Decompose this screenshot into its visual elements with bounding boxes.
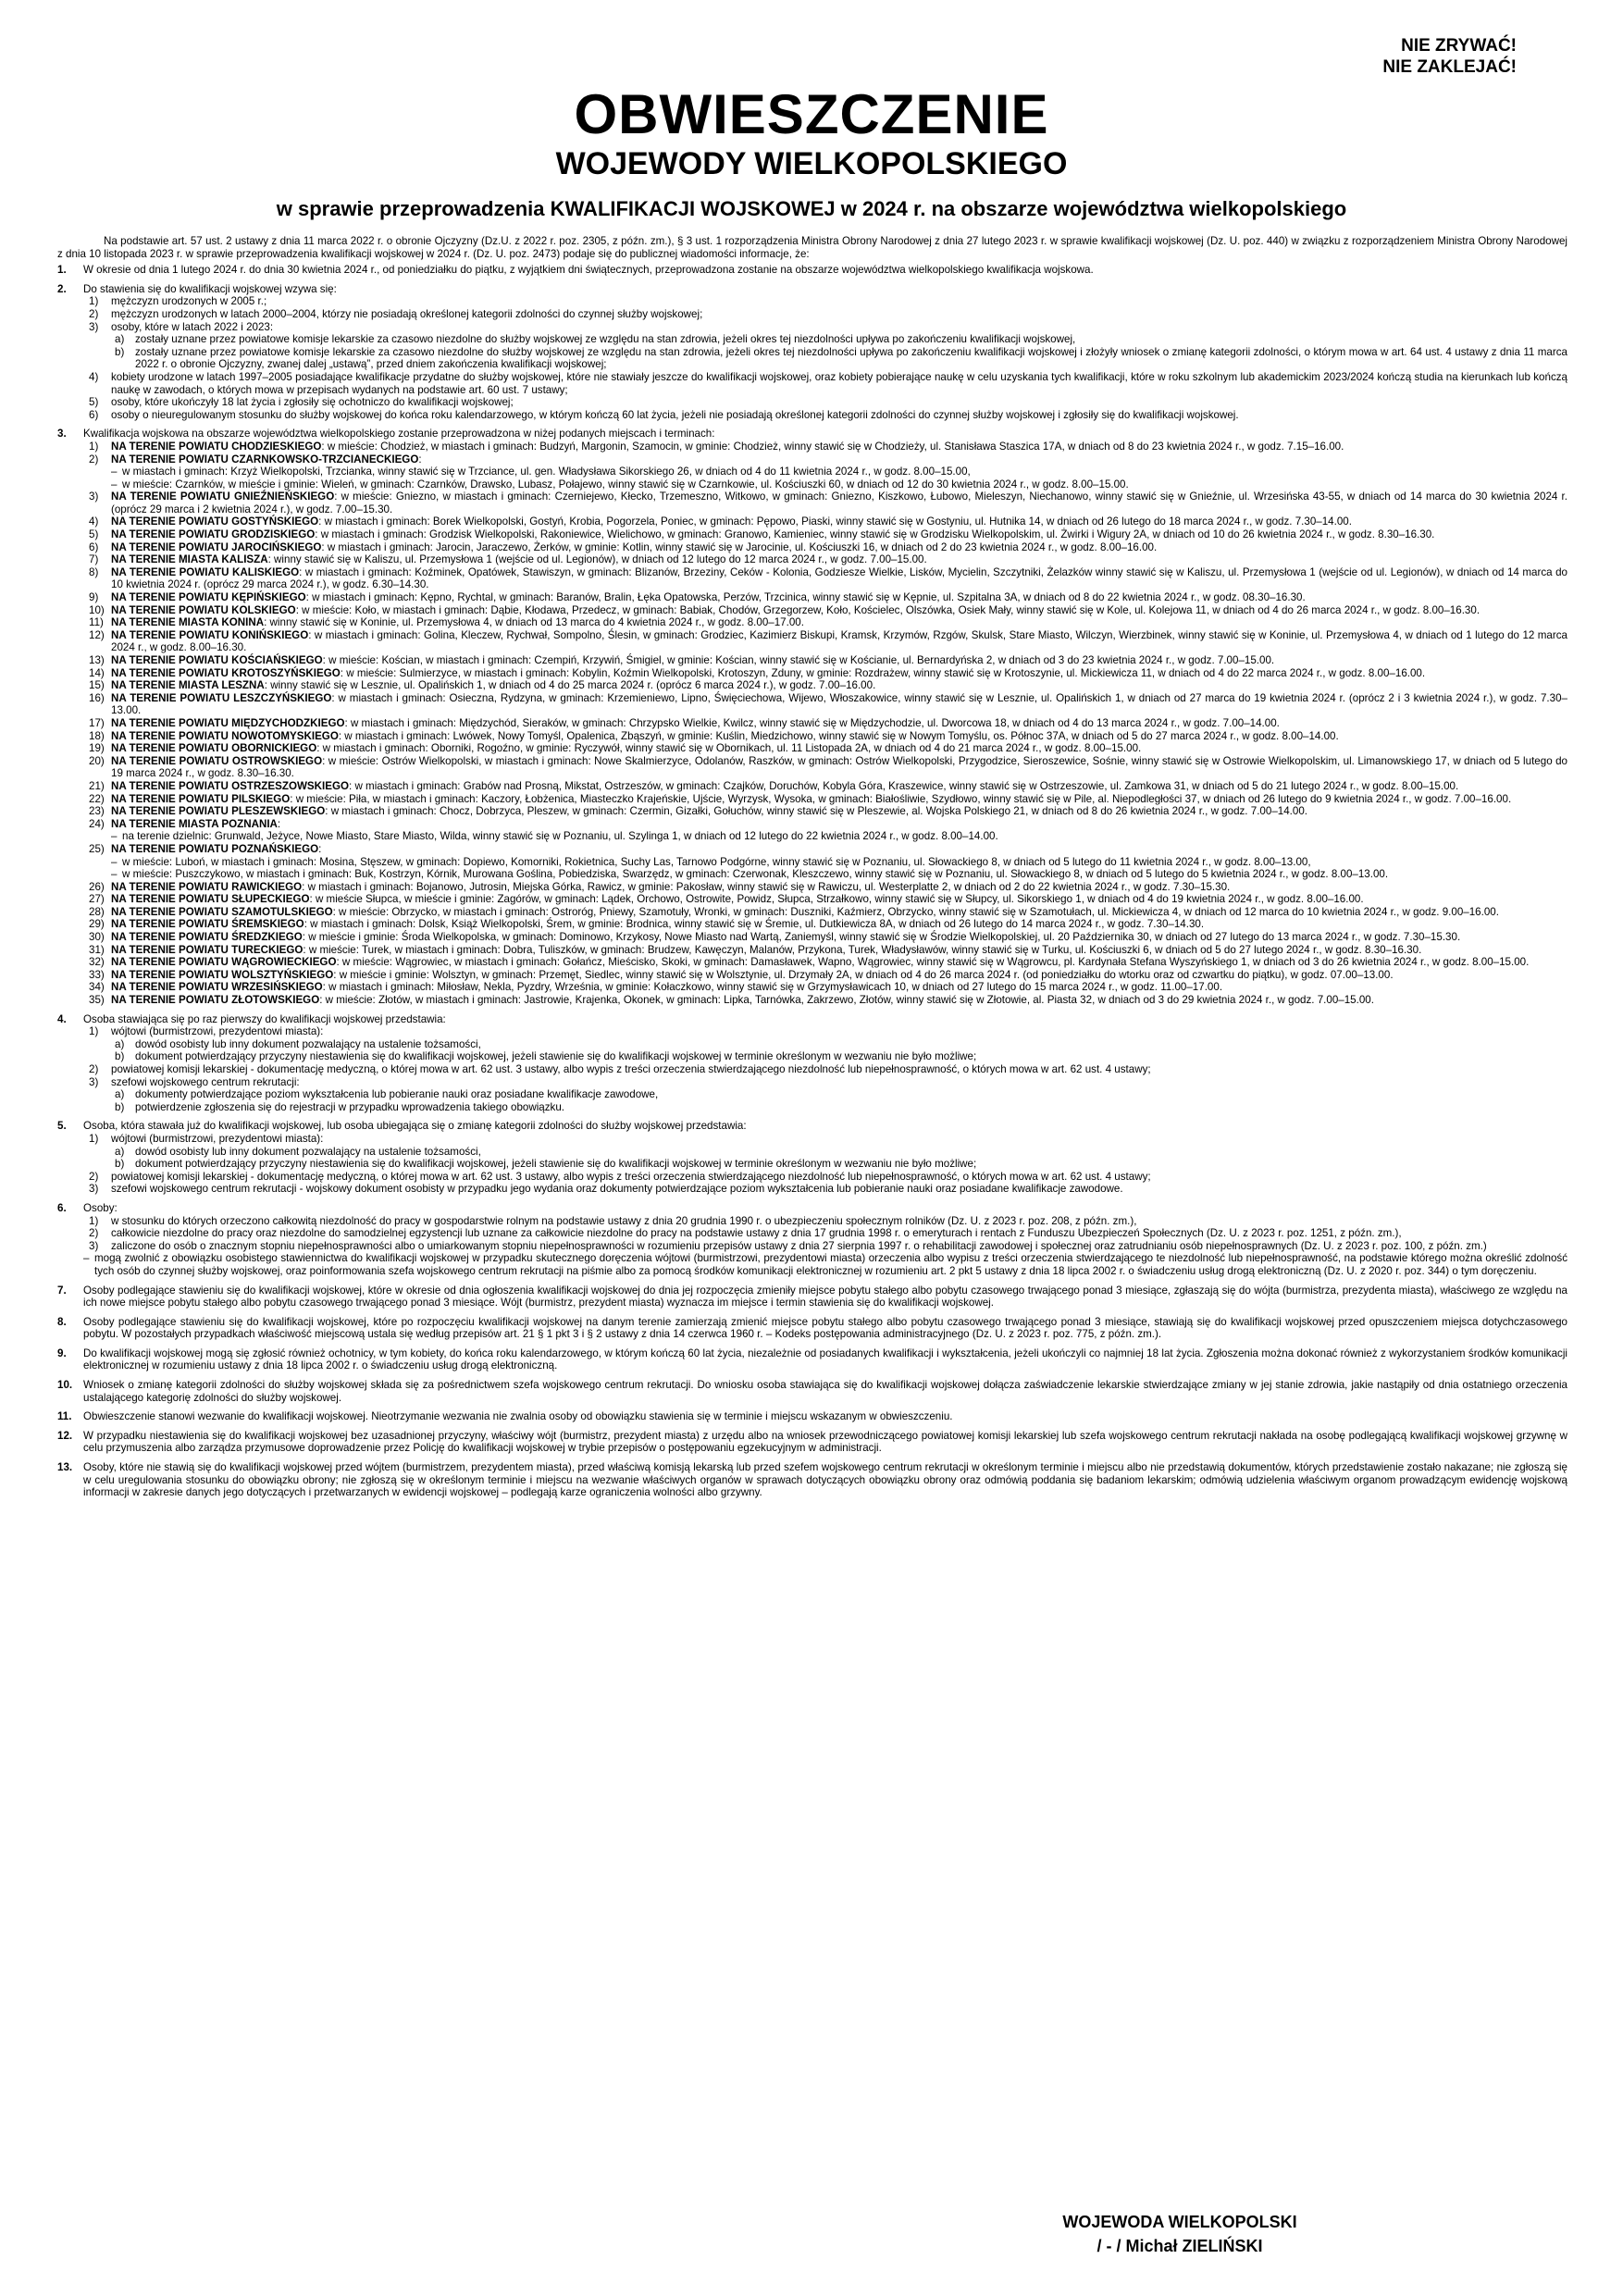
county-schedule: : w mieście i gminie: Wolsztyn, w gminach: Przemęt, Siedlec, winny stawić się w Wolsztynie, ul. Drzymały 2A, w dniach od 4 do 26 marca 2024 r. (od poniedziałku do wtorku oraz od czwartku do piątku), w godz. 07.00–13.00. bbox=[333, 968, 1394, 981]
county-item: 31) NA TERENIE POWIATU TURECKIEGO: w mieście: Turek, w miastach i gminach: Dobra, Tuliszków, w gminach: Brudzew, Kawęczyn, Malanów, Przykona, Turek, Władysławów, winny stawić się w Turku, ul. Kościuszki 6, w dniach od 5 do 27 lutego 2024 r., w godz. 8.30–16.30. bbox=[89, 943, 1422, 956]
paragraph-text: Osoba stawiająca się po raz pierwszy do kwalifikacji wojskowej przedstawia: bbox=[83, 1012, 446, 1025]
county-item: 10) NA TERENIE POWIATU KOLSKIEGO: w mieście: Koło, w miastach i gminach: Dąbie, Kłodawa, Przedecz, w gminach: Babiak, Chodów, Grzegorzew, Koło, Kościelec, Olszówka, Osiek Mały, winny stawić się w Kole, ul. Kolejowa 11, w dniach od 4 do 26 marca 2024 r., w godz. 8.00–16.30. bbox=[89, 603, 1481, 616]
paragraph-11: 11. Obwieszczenie stanowi wezwanie do kwalifikacji wojskowej. Nieotrzymanie wezwania nie zwalnia osoby od obowiązku stawienia się w terminie i miejscu wskazanym w obwieszczeniu. bbox=[57, 1410, 953, 1423]
county-sub-location: – w miastach i gminach: Krzyż Wielkopolski, Trzcianka, winny stawić się w Trzciance, ul. gen. Władysława Sikorskiego 26, w dniach od 4 do 11 kwietnia 2024 r., w godz. 8.00–15.00, bbox=[111, 465, 971, 478]
list-item: 1) w stosunku do których orzeczono całkowitą niezdolność do pracy w gospodarstwie rolnym na podstawie ustawy z dnia 20 grudnia 1990 r. o ubezpieczeniu społecznym rolników (Dz. U. z 2023 r. poz. 208, z późn. zm.), bbox=[89, 1214, 1137, 1227]
county-sub-location: – w mieście: Luboń, w miastach i gminach: Mosina, Stęszew, w gminach: Dopiewo, Komorniki, Rokietnica, Suchy Las, Tarnowo Podgórne, winny stawić się w Poznaniu, ul. Słowackiego 8, w dniach od 5 lutego do 11 kwietnia 2024 r., w godz. 8.00–13.00, bbox=[111, 855, 1311, 868]
paragraph-13: 13. Osoby, które nie stawią się do kwalifikacji wojskowej przed wójtem (burmistrzem, prezydentem miasta), przed właściwą komisją lekarską lub przed szefem wojskowego centrum rekrutacji w określonym terminie i miejscu albo nie przedstawią dokumentów, których przedstawienie zostało nakazane; nie zgłoszą się w celu uregulowania stosunku do obowiązku obrony; nie zgłoszą się w określonym terminie i miejscu na wezwanie właściwych organów w sprawach dotyczących obowiązku obrony oraz odmówią poddania się badaniom lekarskim; odmówią udzielenia właściwym organom prowadzącym ewidencję wojskową informacji w zakresie danych jego dotyczących i przetwarzanych w ewidencji wojskowej – podlegają karze ograniczenia wolności albo grzywny. bbox=[57, 1461, 1567, 1499]
county-name: NA TERENIE POWIATU CHODZIESKIEGO bbox=[111, 440, 322, 453]
county-item: 7) NA TERENIE MIASTA KALISZA: winny stawić się w Kaliszu, ul. Przemysłowa 1 (wejście od ul. Legionów), w dniach od 12 lutego do 12 marca 2024 r., w godz. 7.00–15.00. bbox=[89, 553, 927, 566]
notice-line-2: NIE ZAKLEJAĆ! bbox=[1382, 57, 1517, 77]
paragraph-9: 9. Do kwalifikacji wojskowej mogą się zgłosić również ochotnicy, w tym kobiety, do końca roku kalendarzowego, w którym kończą 60 lat życia, niezależnie od posiadanych kwalifikacji i wykształcenia, jeżeli ukończyli co najmniej 18 lat życia. Zgłoszenia można dokonać również z wykorzystaniem środków komunikacji elektronicznej w rozumieniu ustawy z dnia 18 lipca 2002 r. o świadczeniu usług drogą elektroniczną. bbox=[57, 1347, 1567, 1372]
list-subitem: a) dokumenty potwierdzające poziom wykształcenia lub pobieranie nauki oraz posiadane kwalifikacje zawodowe, bbox=[115, 1088, 659, 1101]
list-subitem: b) potwierdzenie zgłoszenia się do rejestracji w przypadku wprowadzenia takiego obowiązku. bbox=[115, 1100, 564, 1113]
county-name: NA TERENIE POWIATU NOWOTOMYSKIEGO bbox=[111, 729, 339, 742]
county-schedule: : w miastach i gminach: Golina, Kleczew, Rychwał, Sompolno, Ślesin, w gminach: Grodziec, Kazimierz Biskupi, Kramsk, Krzymów, Rzgów, Skulsk, Stare Miasto, Wilczyn, Wierzbinek, winny stawić się w Koninie, ul. Przemysłowa 4, w dniach od 1 lutego do 12 marca 2024 r., w godz. 8.00–16.30. bbox=[111, 628, 1567, 654]
county-name: NA TERENIE POWIATU GRODZISKIEGO bbox=[111, 528, 316, 541]
county-schedule: : w miastach i gminach: Lwówek, Nowy Tomyśl, Opalenica, Zbąszyń, w gminie: Kuślin, Miedzichowo, winny stawić się w Nowym Tomyślu, os. Północ 37A, w dniach od 5 do 27 marca 2024 r., w godz. 8.00–14.00. bbox=[338, 729, 1339, 742]
county-name: NA TERENIE POWIATU CZARNKOWSKO-TRZCIANECKIEGO bbox=[111, 453, 419, 465]
county-name: NA TERENIE POWIATU MIĘDZYCHODZKIEGO bbox=[111, 716, 345, 729]
county-schedule: : w mieście Słupca, w mieście i gminie: Zagórów, w gminach: Lądek, Orchowo, Ostrowite, Powidz, Słupca, Strzałkowo, winny stawić się w Słupcy, ul. Sikorskiego 1, w dniach od 4 do 19 kwietnia 2024 r., w godz. 8.00–16.00. bbox=[309, 893, 1364, 906]
county-schedule: : w miastach i gminach: Grodzisk Wielkopolski, Rakoniewice, Wielichowo, w gminach: Granowo, Kamieniec, winny stawić się w Grodzisku Wielkopolskim, ul. Żwirki i Wigury 2A, w dniach od 10 do 26 kwietnia 2024 r., w godz. 8.30–16.30. bbox=[315, 528, 1435, 541]
county-item: 32) NA TERENIE POWIATU WĄGROWIECKIEGO: w mieście: Wągrowiec, w miastach i gminach: Gołańcz, Mieścisko, Skoki, w gminach: Damasławek, Wapno, Wągrowiec, winny stawić się w Wągrowcu, pl. Kardynała Stefana Wyszyńskiego 1, w dniach od 3 do 26 kwietnia 2024 r., w godz. 8.00–15.00. bbox=[89, 956, 1530, 969]
list-item: 3) zaliczone do osób o znacznym stopniu niepełnosprawności albo o umiarkowanym stopniu niepełnosprawności w rozumieniu przepisów ustawy z dnia 27 sierpnia 1997 r. o rehabilitacji zawodowej i społecznej oraz zatrudnianiu osób niepełnosprawnych (Dz. U. z 2023 r. poz. 100, z późn. zm.) bbox=[89, 1239, 1487, 1252]
county-schedule: : bbox=[418, 453, 422, 465]
paragraph-8: 8. Osoby podlegające stawieniu się do kwalifikacji wojskowej, które po rozpoczęciu kwalifikacji wojskowej na danym terenie zamierzają zmienić miejsce pobytu stałego albo pobytu czasowego trwającego ponad 3 miesiące, stawiają się do kwalifikacji wojskowej przed opuszczeniem miejsca dotychczasowego pobytu. W pozostałych przypadkach właściwość miejscową ustala się według przepisów art. 21 § 1 pkt 3 i § 2 ustawy z dnia 14 czerwca 1960 r. – Kodeks postępowania administracyjnego (Dz. U. z 2023 r. poz. 775, z późn. zm.). bbox=[57, 1315, 1567, 1341]
county-name: NA TERENIE POWIATU GNIEŹNIEŃSKIEGO bbox=[111, 490, 335, 503]
county-name: NA TERENIE MIASTA KONINA bbox=[111, 616, 265, 629]
county-item: 25) NA TERENIE POWIATU POZNAŃSKIEGO: bbox=[89, 842, 322, 855]
county-name: NA TERENIE POWIATU JAROCIŃSKIEGO bbox=[111, 540, 322, 553]
list-item: 3) szefowi wojskowego centrum rekrutacji: bbox=[89, 1075, 300, 1088]
county-schedule: : winny stawić się w Lesznie, ul. Opalińskich 1, w dniach od 4 do 25 marca 2024 r. (oprócz 6 marca 2024 r.), w godz. 7.00–16.00. bbox=[264, 679, 876, 692]
county-schedule: : w mieście: Złotów, w miastach i gminach: Jastrowie, Krajenka, Okonek, w gminach: Lipka, Tarnówka, Zakrzewo, Złotów, winny stawić się w Złotowie, al. Piasta 32, w dniach od 3 do 29 kwietnia 2024 r., w godz. 7.00–15.00. bbox=[319, 994, 1374, 1007]
county-schedule: : w mieście: Obrzycko, w miastach i gminach: Ostroróg, Pniewy, Szamotuły, Wronki, w gminach: Duszniki, Kaźmierz, Obrzycko, winny stawić się w Szamotułach, ul. Mickiewicza 4, w dniach od 12 marca do 10 kwietnia 2024 r., w godz. 9.00–16.00. bbox=[332, 905, 1499, 918]
county-name: NA TERENIE POWIATU KROTOSZYŃSKIEGO bbox=[111, 666, 341, 679]
county-schedule: : w mieście: Koło, w miastach i gminach: Dąbie, Kłodawa, Przedecz, w gminach: Babiak, Chodów, Grzegorzew, Koło, Kościelec, Olszówka, Osiek Mały, winny stawić się w Kole, ul. Kolejowa 11, w dniach od 4 do 26 marca 2024 r., w godz. 8.00–16.30. bbox=[295, 603, 1481, 616]
legal-basis-intro: Na podstawie art. 57 ust. 2 ustawy z dnia 11 marca 2022 r. o obronie Ojczyzny (Dz.U. z 2022 r. poz. 2305, z późn. zm.), § 3 ust. 1 rozporządzenia Ministra Obrony Narodowej z dnia 27 lutego 2023 r. w sprawie kwalifikacji wojskowej (Dz. U. poz. 440) w związku z rozporządzeniem Ministra Obrony Narodowej z dnia 10 listopada 2023 r. w sprawie przeprowadzenia kwalifikacji wojskowej w 2024 r. (Dz. U. poz. 2473) podaje się do publicznej wiadomości informacje, że: bbox=[57, 235, 1567, 260]
list-item: 3) szefowi wojskowego centrum rekrutacji - wojskowy dokument osobisty w przypadku jego wydania oraz dokumenty potwierdzające poziom wykształcenia lub pobieranie nauki oraz posiadane kwalifikacje zawodowe. bbox=[89, 1183, 1123, 1196]
county-item: 29) NA TERENIE POWIATU ŚREMSKIEGO: w miastach i gminach: Dolsk, Książ Wielkopolski, Śrem, w gminie: Brodnica, winny stawić się w Śremie, ul. Dutkiewicza 8A, w dniach od 26 lutego do 14 marca 2024 r., w godz. 7.30–14.30. bbox=[89, 918, 1205, 931]
county-schedule: : w mieście i gminie: Środa Wielkopolska, w gminach: Dominowo, Krzykosy, Nowe Miasto nad Wartą, Zaniemyśl, winny stawić się w Środzie Wielkopolskiej, ul. 20 Października 30, w dniach od 27 lutego do 13 marca 2024 r., w godz. 7.30–15.30. bbox=[302, 931, 1461, 944]
county-item: 20) NA TERENIE POWIATU OSTROWSKIEGO: w mieście: Ostrów Wielkopolski, w miastach i gminach: Nowe Skalmierzyce, Odolanów, Raszków, w gminach: Ostrów Wielkopolski, Przygodzice, Sieroszewice, Sośnie, winny stawić się w Ostrowie Wielkopolskim, ul. Limanowskiego 17, w dniach od 5 lutego do 19 marca 2024 r., w godz. 8.30–16.30. bbox=[89, 754, 1568, 780]
document-topic: w sprawie przeprowadzenia KWALIFIKACJI WOJSKOWEJ w 2024 r. na obszarze województwa wielkopolskiego bbox=[276, 197, 1347, 220]
signatory-title: WOJEWODA WIELKOPOLSKI bbox=[1062, 2213, 1297, 2231]
county-name: NA TERENIE POWIATU OSTROWSKIEGO bbox=[111, 754, 323, 767]
paragraph-text: Wniosek o zmianę kategorii zdolności do służby wojskowej składa się za pośrednictwem szefa wojskowego centrum rekrutacji. Do wniosku osoba stawiająca się do kwalifikacji wojskowej dołącza zaświadczenie lekarskie stwierdzające zmiany w jej stanie zdrowia, jakie nastąpiły od dnia ostatniego orzeczenia ustalającego kategorię zdolności do służby wojskowej. bbox=[83, 1379, 1567, 1404]
county-name: NA TERENIE POWIATU KONIŃSKIEGO bbox=[111, 628, 309, 641]
county-schedule: : w miastach i gminach: Międzychód, Sieraków, w gminach: Chrzypsko Wielkie, Kwilcz, winny stawić się w Międzychodzie, ul. Dworcowa 18, w dniach od 4 do 13 marca 2024 r., w godz. 7.00–14.00. bbox=[344, 716, 1280, 729]
list-subitem: b) dokument potwierdzający przyczyny niestawienia się do kwalifikacji wojskowej, jeżeli stawienie się do kwalifikacji wojskowej w terminie określonym w wezwaniu nie było możliwe; bbox=[115, 1050, 977, 1063]
county-name: NA TERENIE MIASTA LESZNA bbox=[111, 679, 265, 692]
county-name: NA TERENIE POWIATU WOLSZTYŃSKIEGO bbox=[111, 968, 334, 981]
paragraph-text: Do kwalifikacji wojskowej mogą się zgłosić również ochotnicy, w tym kobiety, do końca roku kalendarzowego, w którym kończą 60 lat życia, niezależnie od posiadanych kwalifikacji i wykształcenia, jeżeli ukończyli co najmniej 18 lat życia. Zgłoszenia można dokonać również z wykorzystaniem środków komunikacji elektronicznej w rozumieniu ustawy z dnia 18 lipca 2002 r. o świadczeniu usług drogą elektroniczną. bbox=[83, 1347, 1567, 1372]
county-item: 3) NA TERENIE POWIATU GNIEŹNIEŃSKIEGO: w mieście: Gniezno, w miastach i gminach: Czerniejewo, Kłecko, Trzemeszno, Witkowo, w gminach: Gniezno, Kiszkowo, Łubowo, Mieleszyn, Niechanowo, winny stawić się w Gnieźnie, ul. Wrzesińska 43-55, w dniach od 14 marca do 30 kwietnia 2024 r. (oprócz 29 marca i 2 kwietnia 2024 r.), w godz. 7.00–15.30. bbox=[89, 490, 1568, 515]
dash-item: – mogą zwolnić z obowiązku osobistego stawiennictwa do kwalifikacji wojskowej w przypadku skutecznego doręczenia wójtowi (burmistrzowi, prezydentowi miasta) orzeczenia albo wypisu z treści orzeczenia stwierdzającego te niezdolność lub niepełnosprawność, na podstawie którego można określić zdolność tych osób do czynnej służby wojskowej, oraz poinformowania szefa wojskowego centrum rekrutacji na piśmie albo za pomocą środków komunikacji elektronicznej w rozumieniu art. 2 pkt 5 ustawy z dnia 18 lipca 2002 r. o świadczeniu usług drogą elektroniczną (Dz. U. z 2020 r. poz. 344) o tym doręczeniu. bbox=[83, 1252, 1567, 1277]
county-schedule: : w miastach i gminach: Borek Wielkopolski, Gostyń, Krobia, Pogorzela, Poniec, w gminach: Pępowo, Piaski, winny stawić się w Gostyniu, ul. Hutnika 14, w dniach od 26 lutego do 18 marca 2024 r., w godz. 7.30–14.00. bbox=[318, 515, 1352, 528]
list-subitem: a) dowód osobisty lub inny dokument pozwalający na ustalenie tożsamości, bbox=[115, 1145, 481, 1158]
county-item: 11) NA TERENIE MIASTA KONINA: winny stawić się w Koninie, ul. Przemysłowa 4, w dniach od 13 marca do 4 kwietnia 2024 r., w godz. 8.00–17.00. bbox=[89, 616, 804, 629]
list-item: 1) wójtowi (burmistrzowi, prezydentowi miasta): bbox=[89, 1025, 324, 1038]
county-name: NA TERENIE POWIATU OSTRZESZOWSKIEGO bbox=[111, 779, 349, 792]
county-schedule: : w mieście: Wągrowiec, w miastach i gminach: Gołańcz, Mieścisko, Skoki, w gminach: Damasławek, Wapno, Wągrowiec, winny stawić się w Wągrowcu, pl. Kardynała Stefana Wyszyńskiego 1, w dniach od 3 do 26 kwietnia 2024 r., w godz. 8.00–15.00. bbox=[336, 956, 1530, 969]
county-name: NA TERENIE POWIATU WRZESIŃSKIEGO bbox=[111, 981, 323, 994]
list-subitem: a) zostały uznane przez powiatowe komisje lekarskie za czasowo niezdolne do służby wojskowej ze względu na stan zdrowia, jeżeli okres tej niezdolności upływa po zakończeniu kwalifikacji wojskowej, bbox=[115, 333, 1076, 346]
county-schedule: : bbox=[318, 842, 322, 855]
list-subitem: b) zostały uznane przez powiatowe komisje lekarskie za czasowo niezdolne do służby wojskowej ze względu na stan zdrowia, jeżeli okres tej niezdolności upływa po zakończeniu kwalifikacji wojskowej i złożyły wniosek o zmianę kategorii zdolności, o którym mowa w art. 64 ust. 4 ustawy z dnia 11 marca 2022 r. o obronie Ojczyzny, zwanej dalej „ustawą”, przed dniem zakończenia kwalifikacji wojskowej; bbox=[115, 345, 1567, 371]
county-schedule: : w mieście: Gniezno, w miastach i gminach: Czerniejewo, Kłecko, Trzemeszno, Witkowo, w gminach: Gniezno, Kiszkowo, Łubowo, Mieleszyn, Niechanowo, winny stawić się w Gnieźnie, ul. Wrzesińska 43-55, w dniach od 14 marca do 30 kwietnia 2024 r. (oprócz 29 marca i 2 kwietnia 2024 r.), w godz. 7.00–15.30. bbox=[111, 490, 1568, 515]
paragraph-number: 5. bbox=[57, 1120, 67, 1133]
paragraph-text: Osoby: bbox=[83, 1201, 118, 1214]
county-schedule: : w miastach i gminach: Oborniki, Rogoźno, w gminie: Ryczywół, winny stawić się w Obornikach, ul. 11 Listopada 2A, w dniach od 4 do 21 marca 2024 r., w godz. 8.00–15.00. bbox=[316, 742, 1142, 755]
paragraph-number: 6. bbox=[57, 1201, 67, 1214]
paragraph-text: W okresie od dnia 1 lutego 2024 r. do dnia 30 kwietnia 2024 r., od poniedziałku do piątku, z wyjątkiem dni świątecznych, przeprowadzona zostanie na obszarze województwa wielkopolskiego kwalifikacja wojskowa. bbox=[83, 264, 1094, 277]
list-item: 3) osoby, które w latach 2022 i 2023: bbox=[89, 320, 274, 333]
county-item: 17) NA TERENIE POWIATU MIĘDZYCHODZKIEGO: w miastach i gminach: Międzychód, Sieraków, w gminach: Chrzypsko Wielkie, Kwilcz, winny stawić się w Międzychodzie, ul. Dworcowa 18, w dniach od 4 do 13 marca 2024 r., w godz. 7.00–14.00. bbox=[89, 716, 1280, 729]
county-schedule: : w mieście: Kościan, w miastach i gminach: Czempiń, Krzywiń, Śmigiel, w gminie: Kościan, winny stawić się w Kościanie, ul. Bernardyńska 2, w dniach od 3 do 23 kwietnia 2024 r., w godz. 7.00–15.00. bbox=[322, 654, 1275, 666]
list-item: 2) powiatowej komisji lekarskiej - dokumentację medyczną, o której mowa w art. 62 ust. 3 ustawy, albo wypis z treści orzeczenia stwierdzającego niezdolność lub niepełnosprawność, o których mowa w art. 62 ust. 4 ustawy; bbox=[89, 1170, 1151, 1183]
county-schedule-list bbox=[83, 441, 1567, 1007]
county-item: 12) NA TERENIE POWIATU KONIŃSKIEGO: w miastach i gminach: Golina, Kleczew, Rychwał, Sompolno, Ślesin, w gminach: Grodziec, Kazimierz Biskupi, Kramsk, Krzymów, Rzgów, Skulsk, Stare Miasto, Wilczyn, Wierzbinek, winny stawić się w Koninie, ul. Przemysłowa 4, w dniach od 1 lutego do 12 marca 2024 r., w godz. 8.00–16.30. bbox=[89, 628, 1567, 654]
county-item: 27) NA TERENIE POWIATU SŁUPECKIEGO: w mieście Słupca, w mieście i gminie: Zagórów, w gminach: Lądek, Orchowo, Ostrowite, Powidz, Słupca, Strzałkowo, winny stawić się w Słupcy, ul. Sikorskiego 1, w dniach od 4 do 19 kwietnia 2024 r., w godz. 8.00–16.00. bbox=[89, 893, 1364, 906]
county-name: NA TERENIE POWIATU PILSKIEGO bbox=[111, 792, 291, 805]
do-not-remove-notice bbox=[1382, 35, 1517, 78]
county-schedule: : w miastach i gminach: Grabów nad Prosną, Mikstat, Ostrzeszów, w gminach: Czajków, Doruchów, Kobyla Góra, Kraszewice, winny stawić się w Ostrzeszowie, ul. Zamkowa 31, w dniach od 5 do 21 lutego 2024 r., w godz. 8.00–15.00. bbox=[349, 779, 1459, 792]
paragraph-text: Obwieszczenie stanowi wezwanie do kwalifikacji wojskowej. Nieotrzymanie wezwania nie zwalnia osoby od obowiązku stawienia się w terminie i miejscu wskazanym w obwieszczeniu. bbox=[83, 1410, 953, 1423]
county-name: NA TERENIE POWIATU TURECKIEGO bbox=[111, 943, 304, 956]
document-body bbox=[57, 235, 1567, 1506]
list-subitem: a) dowód osobisty lub inny dokument pozwalający na ustalenie tożsamości, bbox=[115, 1037, 481, 1050]
county-schedule: : w miastach i gminach: Kępno, Rychtal, w gminach: Baranów, Bralin, Łęka Opatowska, Perzów, Trzcinica, winny stawić się w Kępnie, ul. Szpitalna 3A, w dniach od 8 do 22 kwietnia 2024 r., w godz. 08.30–16.30. bbox=[305, 591, 1306, 604]
signature-block bbox=[1027, 2210, 1332, 2258]
paragraph-text: Osoby podlegające stawieniu się do kwalifikacji wojskowej, które w okresie od dnia ogłoszenia kwalifikacji wojskowej do dnia jej rozpoczęcia zmieniły miejsce pobytu stałego albo pobytu czasowego trwającego ponad 3 miesiące, zgłaszają się do wójta (burmistrza, prezydenta miasta), właściwego ze względu na ich nowe miejsce pobytu stałego albo pobytu czasowego trwającego ponad 3 miesiące. Wójt (burmistrz, prezydent miasta) wyznacza im miejsce i termin stawienia się do kwalifikacji wojskowej. bbox=[83, 1284, 1567, 1309]
county-schedule: : w miastach i gminach: Bojanowo, Jutrosin, Miejska Górka, Rawicz, w gminie: Pakosław, winny stawić się w Rawiczu, ul. Westerplatte 2, w dniach od 2 do 22 kwietnia 2024 r., w godz. 7.30–15.30. bbox=[302, 880, 1231, 893]
paragraph-number: 3. bbox=[57, 428, 67, 441]
paragraph-text: Kwalifikacja wojskowa na obszarze województwa wielkopolskiego zostanie przeprowadzona w niżej podanych miejscach i terminach: bbox=[83, 428, 715, 441]
county-item: 26) NA TERENIE POWIATU RAWICKIEGO: w miastach i gminach: Bojanowo, Jutrosin, Miejska Górka, Rawicz, w gminie: Pakosław, winny stawić się w Rawiczu, ul. Westerplatte 2, w dniach od 2 do 22 kwietnia 2024 r., w godz. 7.30–15.30. bbox=[89, 880, 1231, 893]
county-schedule: : w miastach i gminach: Osieczna, Rydzyna, w gminach: Krzemieniewo, Lipno, Święciechowa, Wijewo, Włoszakowice, winny stawić się w Lesznie, ul. Opalińskich 1, w dniach od 27 marca do 19 kwietnia 2024 r. (oprócz 2 i 3 kwietnia 2024 r.), w godz. 7.30–13.00. bbox=[111, 691, 1567, 717]
paragraph-3 bbox=[57, 428, 1567, 1006]
county-schedule: : winny stawić się w Kaliszu, ul. Przemysłowa 1 (wejście od ul. Legionów), w dniach od 12 lutego do 12 marca 2024 r., w godz. 7.00–15.00. bbox=[267, 553, 927, 566]
county-name: NA TERENIE POWIATU SZAMOTULSKIEGO bbox=[111, 905, 333, 918]
county-name: NA TERENIE POWIATU KOLSKIEGO bbox=[111, 603, 296, 616]
county-name: NA TERENIE POWIATU POZNAŃSKIEGO bbox=[111, 842, 319, 855]
county-schedule: : winny stawić się w Koninie, ul. Przemysłowa 4, w dniach od 13 marca do 4 kwietnia 2024 r., w godz. 8.00–17.00. bbox=[264, 616, 804, 629]
county-schedule: : w mieście: Piła, w miastach i gminach: Kaczory, Łobżenica, Miasteczko Krajeńskie, Ujście, Wyrzysk, Wysoka, w gminach: Białośliwie, Szydłowo, winny stawić się w Pile, al. Niepodległości 37, w dniach od 26 lutego do 9 kwietnia 2024 r., w godz. 7.00–16.00. bbox=[290, 792, 1512, 805]
paragraph-number: 2. bbox=[57, 282, 67, 295]
paragraph-text: W przypadku niestawienia się do kwalifikacji wojskowej bez uzasadnionej przyczyny, właściwy wójt (burmistrz, prezydent miasta) z urzędu albo na wniosek przewodniczącego powiatowej komisji lekarskiej lub szefa wojskowego centrum rekrutacji nakłada na osobę podlegającą kwalifikacji wojskowej grzywnę w celu przymuszenia albo zarządza przymusowe doprowadzenie przez Policję do kwalifikacji wojskowej w trybie przepisów o postępowaniu egzekucyjnym w administracji. bbox=[83, 1429, 1567, 1455]
paragraph-number: 4. bbox=[57, 1012, 67, 1025]
county-schedule: : w miastach i gminach: Jarocin, Jaraczewo, Żerków, w gminie: Kotlin, winny stawić się w Jarocinie, ul. Kościuszki 16, w dniach od 2 do 23 kwietnia 2024 r., w godz. 8.00–16.00. bbox=[321, 540, 1158, 553]
list-item: 2) całkowicie niezdolne do pracy oraz niezdolne do samodzielnej egzystencji lub uznane za całkowicie niezdolne do pracy na podstawie ustawy z dnia 17 grudnia 1998 r. o emeryturach i rentach z Funduszu Ubezpieczeń Społecznych (Dz. U. z 2023 r. poz. 1251, z późn. zm.), bbox=[89, 1227, 1402, 1240]
paragraph-7: 7. Osoby podlegające stawieniu się do kwalifikacji wojskowej, które w okresie od dnia ogłoszenia kwalifikacji wojskowej do dnia jej rozpoczęcia zmieniły miejsce pobytu stałego albo pobytu czasowego trwającego ponad 3 miesiące, zgłaszają się do wójta (burmistrza, prezydenta miasta), właściwego ze względu na ich nowe miejsce pobytu stałego albo pobytu czasowego trwającego ponad 3 miesiące. Wójt (burmistrz, prezydent miasta) wyznacza im miejsce i termin stawienia się do kwalifikacji wojskowej. bbox=[57, 1284, 1567, 1309]
county-schedule: : w mieście: Sulmierzyce, w miastach i gminach: Kobylin, Koźmin Wielkopolski, Krotoszyn, Zduny, w gminie: Rozdrażew, winny stawić się w Krotoszynie, ul. Mickiewicza 11, w dniach od 4 do 22 marca 2024 r., w godz. 8.00–16.00. bbox=[340, 666, 1426, 679]
list-item: 1) mężczyzn urodzonych w 2005 r.; bbox=[89, 295, 267, 308]
county-item: 24) NA TERENIE MIASTA POZNANIA: bbox=[89, 817, 281, 830]
county-schedule: : w mieście: Turek, w miastach i gminach: Dobra, Tuliszków, w gminach: Brudzew, Kawęczyn, Malanów, Przykona, Turek, Władysławów, winny stawić się w Turku, ul. Kościuszki 6, w dniach od 5 do 27 lutego 2024 r., w godz. 8.30–16.30. bbox=[303, 943, 1422, 956]
county-item: 34) NA TERENIE POWIATU WRZESIŃSKIEGO: w miastach i gminach: Miłosław, Nekla, Pyzdry, Września, w gminie: Kołaczkowo, winny stawić się w Grzymysławicach 10, w dniach od 27 lutego do 15 marca 2024 r., w godz. 11.00–17.00. bbox=[89, 981, 1223, 994]
county-name: NA TERENIE POWIATU KALISKIEGO bbox=[111, 565, 300, 578]
county-sub-location: – w mieście: Puszczykowo, w miastach i gminach: Buk, Kostrzyn, Kórnik, Murowana Goślina, Pobiedziska, Swarzędz, w gminach: Czerwonak, Kleszczewo, winny stawić się w Poznaniu, ul. Słowackiego 8, w dniach od 5 lutego do 5 kwietnia 2024 r., w godz. 8.00–13.00. bbox=[111, 868, 1389, 881]
paragraph-text: Do stawienia się do kwalifikacji wojskowej wzywa się: bbox=[83, 282, 337, 295]
paragraph-1 bbox=[57, 264, 1567, 277]
county-name: NA TERENIE MIASTA KALISZA bbox=[111, 553, 268, 566]
list-item: 6) osoby o nieuregulowanym stosunku do służby wojskowej do końca roku kalendarzowego, w którym kończą 60 lat życia, jeżeli nie posiadają określonej kategorii zdolności do czynnej służby wojskowej i zgłosiły się do kwalifikacji wojskowej. bbox=[89, 408, 1239, 421]
list-item: 4) kobiety urodzone w latach 1997–2005 posiadające kwalifikacje przydatne do służby wojskowej, które nie stawiały jeszcze do kwalifikacji wojskowej, oraz kobiety pobierające naukę w celu uzyskania tych kwalifikacji, które w roku szkolnym lub akademickim 2023/2024 kończą studia na kierunkach lub kończą naukę w zawodach, o których mowa w przepisach wydanych na podstawie art. 60 ust. 7 ustawy; bbox=[89, 370, 1567, 396]
county-item: 4) NA TERENIE POWIATU GOSTYŃSKIEGO: w miastach i gminach: Borek Wielkopolski, Gostyń, Krobia, Pogorzela, Poniec, w gminach: Pępowo, Piaski, winny stawić się w Gostyniu, ul. Hutnika 14, w dniach od 26 lutego do 18 marca 2024 r., w godz. 7.30–14.00. bbox=[89, 515, 1352, 528]
paragraph-text: Osoby, które nie stawią się do kwalifikacji wojskowej przed wójtem (burmistrzem, prezydentem miasta), przed właściwą komisją lekarską lub przed szefem wojskowego centrum rekrutacji w określonym terminie i miejscu albo nie przedstawią dokumentów, których przedstawienie zostało nakazane; nie zgłoszą się w celu uregulowania stosunku do obowiązku obrony; nie zgłoszą się w określonym terminie i miejscu na wezwanie właściwych organów w sprawach dotyczących obowiązku obrony oraz odmówią poddania się badaniom lekarskim; odmówią udzielenia właściwym organom prowadzącym ewidencję wojskową informacji w zakresie danych jego dotyczących i przetwarzanych w ewidencji wojskowej – podlegają karze ograniczenia wolności albo grzywny. bbox=[83, 1461, 1567, 1499]
county-sub-location: – w mieście: Czarnków, w mieście i gminie: Wieleń, w gminach: Czarnków, Drawsko, Lubasz, Połajewo, winny stawić się w Czarnkowie, ul. Kościuszki 60, w dniach od 12 do 30 kwietnia 2024 r., w godz. 8.00–15.00. bbox=[111, 478, 1129, 490]
paragraph-text: Osoby podlegające stawieniu się do kwalifikacji wojskowej, które po rozpoczęciu kwalifikacji wojskowej na danym terenie zamierzają zmienić miejsce pobytu stałego albo pobytu czasowego trwającego ponad 3 miesiące, stawiają się do kwalifikacji wojskowej przed opuszczeniem miejsca dotychczasowego pobytu. W pozostałych przypadkach właściwość miejscową ustala się według przepisów art. 21 § 1 pkt 3 i § 2 ustawy z dnia 14 czerwca 1960 r. – Kodeks postępowania administracyjnego (Dz. U. z 2023 r. poz. 775, z późn. zm.). bbox=[83, 1315, 1567, 1341]
list-item: 1) wójtowi (burmistrzowi, prezydentowi miasta): bbox=[89, 1132, 324, 1145]
county-schedule: : w mieście: Ostrów Wielkopolski, w miastach i gminach: Nowe Skalmierzyce, Odolanów, Raszków, w gminach: Ostrów Wielkopolski, Przygodzice, Sieroszewice, Sośnie, winny stawić się w Ostrowie Wielkopolskim, ul. Limanowskiego 17, w dniach od 5 lutego do 19 marca 2024 r., w godz. 8.30–16.30. bbox=[111, 754, 1568, 780]
paragraph-4 bbox=[57, 1013, 1567, 1114]
document-title: OBWIESZCZENIE bbox=[574, 83, 1049, 145]
county-name: NA TERENIE POWIATU ŚREMSKIEGO bbox=[111, 918, 304, 931]
county-item: 15) NA TERENIE MIASTA LESZNA: winny stawić się w Lesznie, ul. Opalińskich 1, w dniach od 4 do 25 marca 2024 r. (oprócz 6 marca 2024 r.), w godz. 7.00–16.00. bbox=[89, 679, 876, 692]
county-item: 8) NA TERENIE POWIATU KALISKIEGO: w miastach i gminach: Koźminek, Opatówek, Stawiszyn, w gminach: Blizanów, Brzeziny, Ceków - Kolonia, Godziesze Wielkie, Lisków, Mycielin, Szczytniki, Żelazków winny stawić się w Kaliszu, ul. Przemysłowa 1 (wejście od ul. Legionów), w dniach od 14 marca do 10 kwietnia 2024 r. (oprócz 29 marca 2024 r.), w godz. 6.30–14.30. bbox=[89, 565, 1567, 591]
county-name: NA TERENIE POWIATU OBORNICKIEGO bbox=[111, 742, 317, 755]
county-item: 19) NA TERENIE POWIATU OBORNICKIEGO: w miastach i gminach: Oborniki, Rogoźno, w gminie: Ryczywół, winny stawić się w Obornikach, ul. 11 Listopada 2A, w dniach od 4 do 21 marca 2024 r., w godz. 8.00–15.00. bbox=[89, 742, 1142, 755]
county-item: 23) NA TERENIE POWIATU PLESZEWSKIEGO: w miastach i gminach: Chocz, Dobrzyca, Pleszew, w gminach: Czermin, Gizałki, Gołuchów, winny stawić się w Pleszewie, al. Wojska Polskiego 21, w dniach od 8 do 26 kwietnia 2024 r., w godz. 7.00–14.00. bbox=[89, 805, 1307, 818]
county-sub-location: – na terenie dzielnic: Grunwald, Jeżyce, Nowe Miasto, Stare Miasto, Wilda, winny stawić się w Poznaniu, ul. Szylinga 1, w dniach od 12 lutego do 22 kwietnia 2024 r., w godz. 8.00–14.00. bbox=[111, 830, 998, 843]
county-schedule: : w mieście: Chodzież, w miastach i gminach: Budzyń, Margonin, Szamocin, w gminie: Chodzież, winny stawić się w Chodzieży, ul. Stanisława Staszica 17A, w dniach od 8 do 23 kwietnia 2024 r., w godz. 7.15–16.00. bbox=[321, 440, 1344, 453]
county-item: 14) NA TERENIE POWIATU KROTOSZYŃSKIEGO: w mieście: Sulmierzyce, w miastach i gminach: Kobylin, Koźmin Wielkopolski, Krotoszyn, Zduny, w gminie: Rozdrażew, winny stawić się w Krotoszynie, ul. Mickiewicza 11, w dniach od 4 do 22 marca 2024 r., w godz. 8.00–16.00. bbox=[89, 666, 1426, 679]
county-name: NA TERENIE POWIATU RAWICKIEGO bbox=[111, 880, 303, 893]
list-item: 5) osoby, które ukończyły 18 lat życia i zgłosiły się ochotniczo do kwalifikacji wojskowej; bbox=[89, 396, 514, 409]
county-item: 6) NA TERENIE POWIATU JAROCIŃSKIEGO: w miastach i gminach: Jarocin, Jaraczewo, Żerków, w gminie: Kotlin, winny stawić się w Jarocinie, ul. Kościuszki 16, w dniach od 2 do 23 kwietnia 2024 r., w godz. 8.00–16.00. bbox=[89, 540, 1158, 553]
county-schedule: : w miastach i gminach: Miłosław, Nekla, Pyzdry, Września, w gminie: Kołaczkowo, winny stawić się w Grzymysławicach 10, w dniach od 27 lutego do 15 marca 2024 r., w godz. 11.00–17.00. bbox=[322, 981, 1223, 994]
county-item: 21) NA TERENIE POWIATU OSTRZESZOWSKIEGO: w miastach i gminach: Grabów nad Prosną, Mikstat, Ostrzeszów, w gminach: Czajków, Doruchów, Kobyla Góra, Kraszewice, winny stawić się w Ostrzeszowie, ul. Zamkowa 31, w dniach od 5 do 21 lutego 2024 r., w godz. 8.00–15.00. bbox=[89, 779, 1459, 792]
county-item: 1) NA TERENIE POWIATU CHODZIESKIEGO: w mieście: Chodzież, w miastach i gminach: Budzyń, Margonin, Szamocin, w gminie: Chodzież, winny stawić się w Chodzieży, ul. Stanisława Staszica 17A, w dniach od 8 do 23 kwietnia 2024 r., w godz. 7.15–16.00. bbox=[89, 440, 1344, 453]
list-item: 2) powiatowej komisji lekarskiej - dokumentację medyczną, o której mowa w art. 62 ust. 3 ustawy, albo wypis z treści orzeczenia stwierdzającego niezdolność lub niepełnosprawność, o których mowa w art. 62 ust. 4 ustawy; bbox=[89, 1063, 1151, 1075]
paragraph-text: Osoba, która stawała już do kwalifikacji wojskowej, lub osoba ubiegająca się o zmianę kategorii zdolności do służby wojskowej przedstawia: bbox=[83, 1120, 747, 1133]
county-item: 5) NA TERENIE POWIATU GRODZISKIEGO: w miastach i gminach: Grodzisk Wielkopolski, Rakoniewice, Wielichowo, w gminach: Granowo, Kamieniec, winny stawić się w Grodzisku Wielkopolskim, ul. Żwirki i Wigury 2A, w dniach od 10 do 26 kwietnia 2024 r., w godz. 8.30–16.30. bbox=[89, 528, 1435, 541]
county-item: 28) NA TERENIE POWIATU SZAMOTULSKIEGO: w mieście: Obrzycko, w miastach i gminach: Ostroróg, Pniewy, Szamotuły, Wronki, w gminach: Duszniki, Kaźmierz, Obrzycko, winny stawić się w Szamotułach, ul. Mickiewicza 4, w dniach od 12 marca do 10 kwietnia 2024 r., w godz. 9.00–16.00. bbox=[89, 905, 1499, 918]
list-item: 2) mężczyzn urodzonych w latach 2000–2004, którzy nie posiadają określonej kategorii zdolności do czynnej służby wojskowej; bbox=[89, 307, 703, 320]
county-name: NA TERENIE POWIATU GOSTYŃSKIEGO bbox=[111, 515, 319, 528]
county-schedule: : w miastach i gminach: Dolsk, Książ Wielkopolski, Śrem, w gminie: Brodnica, winny stawić się w Śremie, ul. Dutkiewicza 8A, w dniach od 26 lutego do 14 marca 2024 r., w godz. 7.30–14.30. bbox=[304, 918, 1205, 931]
county-name: NA TERENIE MIASTA POZNANIA bbox=[111, 817, 278, 830]
paragraph-10: 10. Wniosek o zmianę kategorii zdolności do służby wojskowej składa się za pośrednictwem szefa wojskowego centrum rekrutacji. Do wniosku osoba stawiająca się do kwalifikacji wojskowej dołącza zaświadczenie lekarskie stwierdzające zmiany w jej stanie zdrowia, jakie nastąpiły od dnia ostatniego orzeczenia ustalającego kategorię zdolności do służby wojskowej. bbox=[57, 1379, 1567, 1404]
county-name: NA TERENIE POWIATU KĘPIŃSKIEGO bbox=[111, 591, 306, 604]
county-item: 2) NA TERENIE POWIATU CZARNKOWSKO-TRZCIANECKIEGO: bbox=[89, 453, 422, 465]
paragraph-12: 12. W przypadku niestawienia się do kwalifikacji wojskowej bez uzasadnionej przyczyny, właściwy wójt (burmistrz, prezydent miasta) z urzędu albo na wniosek przewodniczącego powiatowej komisji lekarskiej lub szefa wojskowego centrum rekrutacji nakłada na osobę podlegającą kwalifikacji wojskowej grzywnę w celu przymuszenia albo zarządza przymusowe doprowadzenie przez Policję do kwalifikacji wojskowej w trybie przepisów o postępowaniu egzekucyjnym w administracji. bbox=[57, 1429, 1567, 1455]
county-schedule: : w miastach i gminach: Koźminek, Opatówek, Stawiszyn, w gminach: Blizanów, Brzeziny, Ceków - Kolonia, Godziesze Wielkie, Lisków, Mycielin, Szczytniki, Żelazków winny stawić się w Kaliszu, ul. Przemysłowa 1 (wejście od ul. Legionów), w dniach od 14 marca do 10 kwietnia 2024 r. (oprócz 29 marca 2024 r.), w godz. 6.30–14.30. bbox=[111, 565, 1567, 591]
paragraph-5 bbox=[57, 1120, 1567, 1196]
county-item: 13) NA TERENIE POWIATU KOŚCIAŃSKIEGO: w mieście: Kościan, w miastach i gminach: Czempiń, Krzywiń, Śmigiel, w gminie: Kościan, winny stawić się w Kościanie, ul. Bernardyńska 2, w dniach od 3 do 23 kwietnia 2024 r., w godz. 7.00–15.00. bbox=[89, 654, 1275, 666]
county-name: NA TERENIE POWIATU ŚREDZKIEGO bbox=[111, 931, 303, 944]
county-schedule: : w miastach i gminach: Chocz, Dobrzyca, Pleszew, w gminach: Czermin, Gizałki, Gołuchów, winny stawić się w Pleszewie, al. Wojska Polskiego 21, w dniach od 8 do 26 kwietnia 2024 r., w godz. 7.00–14.00. bbox=[325, 805, 1307, 818]
county-item: 9) NA TERENIE POWIATU KĘPIŃSKIEGO: w miastach i gminach: Kępno, Rychtal, w gminach: Baranów, Bralin, Łęka Opatowska, Perzów, Trzcinica, winny stawić się w Kępnie, ul. Szpitalna 3A, w dniach od 8 do 22 kwietnia 2024 r., w godz. 08.30–16.30. bbox=[89, 591, 1306, 604]
county-name: NA TERENIE POWIATU PLESZEWSKIEGO bbox=[111, 805, 326, 818]
signatory-name: / - / Michał ZIELIŃSKI bbox=[1096, 2237, 1263, 2255]
county-name: NA TERENIE POWIATU ZŁOTOWSKIEGO bbox=[111, 994, 320, 1007]
list-subitem: b) dokument potwierdzający przyczyny niestawienia się do kwalifikacji wojskowej, jeżeli stawienie się do kwalifikacji wojskowej w terminie określonym w wezwaniu nie było możliwe; bbox=[115, 1158, 977, 1171]
paragraph-number: 1. bbox=[57, 264, 67, 277]
county-item: 18) NA TERENIE POWIATU NOWOTOMYSKIEGO: w miastach i gminach: Lwówek, Nowy Tomyśl, Opalenica, Zbąszyń, w gminie: Kuślin, Miedzichowo, winny stawić się w Nowym Tomyślu, os. Północ 37A, w dniach od 5 do 27 marca 2024 r., w godz. 8.00–14.00. bbox=[89, 729, 1339, 742]
county-item: 16) NA TERENIE POWIATU LESZCZYŃSKIEGO: w miastach i gminach: Osieczna, Rydzyna, w gminach: Krzemieniewo, Lipno, Święciechowa, Wijewo, Włoszakowice, winny stawić się w Lesznie, ul. Opalińskich 1, w dniach od 27 marca do 19 kwietnia 2024 r. (oprócz 2 i 3 kwietnia 2024 r.), w godz. 7.30–13.00. bbox=[89, 691, 1567, 717]
county-name: NA TERENIE POWIATU KOŚCIAŃSKIEGO bbox=[111, 654, 323, 666]
county-item: 35) NA TERENIE POWIATU ZŁOTOWSKIEGO: w mieście: Złotów, w miastach i gminach: Jastrowie, Krajenka, Okonek, w gminach: Lipka, Tarnówka, Zakrzewo, Złotów, winny stawić się w Złotowie, al. Piasta 32, w dniach od 3 do 29 kwietnia 2024 r., w godz. 7.00–15.00. bbox=[89, 994, 1374, 1007]
county-name: NA TERENIE POWIATU SŁUPECKIEGO bbox=[111, 893, 310, 906]
notice-line-1: NIE ZRYWAĆ! bbox=[1401, 36, 1517, 56]
county-name: NA TERENIE POWIATU LESZCZYŃSKIEGO bbox=[111, 691, 332, 704]
county-item: 22) NA TERENIE POWIATU PILSKIEGO: w mieście: Piła, w miastach i gminach: Kaczory, Łobżenica, Miasteczko Krajeńskie, Ujście, Wyrzysk, Wysoka, w gminach: Białośliwie, Szydłowo, winny stawić się w Pile, al. Niepodległości 37, w dniach od 26 lutego do 9 kwietnia 2024 r., w godz. 7.00–16.00. bbox=[89, 792, 1512, 805]
paragraph-2 bbox=[57, 283, 1567, 422]
county-item: 33) NA TERENIE POWIATU WOLSZTYŃSKIEGO: w mieście i gminie: Wolsztyn, w gminach: Przemęt, Siedlec, winny stawić się w Wolsztynie, ul. Drzymały 2A, w dniach od 4 do 26 marca 2024 r. (od poniedziałku do wtorku oraz od czwartku do piątku), w godz. 07.00–13.00. bbox=[89, 968, 1394, 981]
county-item: 30) NA TERENIE POWIATU ŚREDZKIEGO: w mieście i gminie: Środa Wielkopolska, w gminach: Dominowo, Krzykosy, Nowe Miasto nad Wartą, Zaniemyśl, winny stawić się w Środzie Wielkopolskiej, ul. 20 Października 30, w dniach od 27 lutego do 13 marca 2024 r., w godz. 7.30–15.30. bbox=[89, 931, 1461, 944]
paragraph-6 bbox=[57, 1202, 1567, 1278]
county-schedule: : bbox=[277, 817, 281, 830]
county-name: NA TERENIE POWIATU WĄGROWIECKIEGO bbox=[111, 956, 337, 969]
document-subtitle: WOJEWODY WIELKOPOLSKIEGO bbox=[555, 146, 1068, 181]
